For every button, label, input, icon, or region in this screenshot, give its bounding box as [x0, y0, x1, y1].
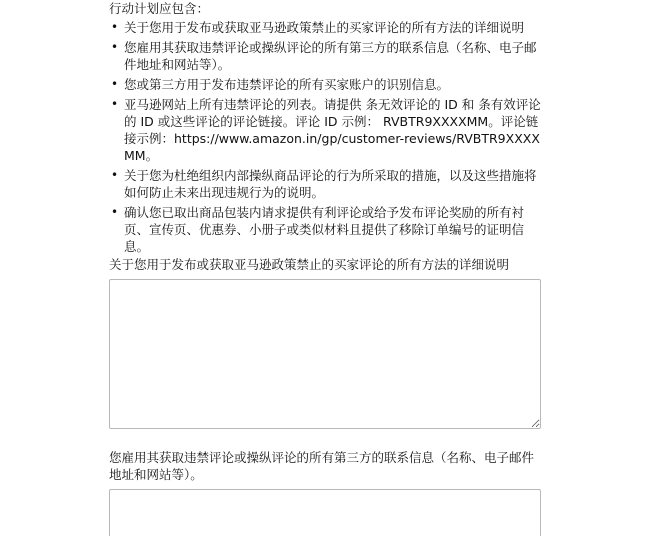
methods-field — [109, 256, 541, 429]
list-item-text: 确认您已取出商品包装内请求提供有利评论或给予发布评论奖励的所有衬页、宣传页、优惠券、小册子或类似材料且提供了移除订单编号的证明信息。 — [124, 205, 525, 254]
list-item-text: 您雇用其获取违禁评论或操纵评论的所有第三方的联系信息（名称、电子邮件地址和网站等）。 — [124, 40, 537, 72]
third-party-field-label: 您雇用其获取违禁评论或操纵评论的所有第三方的联系信息（名称、电子邮件地址和网站等）。 — [109, 450, 535, 482]
action-plan-intro: 行动计划应包含： — [109, 1, 210, 16]
list-item — [109, 167, 541, 201]
list-item-text: 关于您用于发布或获取亚马逊政策禁止的买家评论的所有方法的详细说明 — [124, 20, 525, 35]
list-item — [109, 96, 541, 164]
list-item — [109, 39, 541, 73]
list-item-text: 亚马逊网站上所有违禁评论的列表。请提供 条无效评论的 ID 和 条有效评论的 ID 或这些评论的评论链接。评论 ID 示例： RVBTR9XXXXMM。评论链接示例：https://www.amazon.in/gp/customer-reviews/RVBTR9XXXXMM。 — [124, 97, 541, 163]
bullet-icon: • — [111, 40, 119, 54]
list-item — [109, 76, 541, 93]
methods-field-label: 关于您用于发布或获取亚马逊政策禁止的买家评论的所有方法的详细说明 — [109, 257, 510, 272]
third-party-textarea[interactable] — [109, 489, 541, 536]
bullet-icon: • — [111, 205, 119, 219]
bullet-icon: • — [111, 77, 119, 91]
action-plan-list — [109, 19, 541, 255]
list-item — [109, 19, 541, 36]
bullet-icon: • — [111, 97, 119, 111]
bullet-icon: • — [111, 20, 119, 34]
list-item — [109, 204, 541, 255]
bullet-icon: • — [111, 168, 119, 182]
list-item-text: 您或第三方用于发布违禁评论的所有买家账户的识别信息。 — [124, 77, 450, 92]
third-party-field — [109, 449, 541, 536]
list-item-text: 关于您为杜绝组织内部操纵商品评论的行为所采取的措施，以及这些措施将如何防止未来出现违规行为的说明。 — [124, 168, 537, 200]
methods-textarea[interactable] — [109, 279, 541, 429]
action-plan-section — [109, 0, 541, 258]
